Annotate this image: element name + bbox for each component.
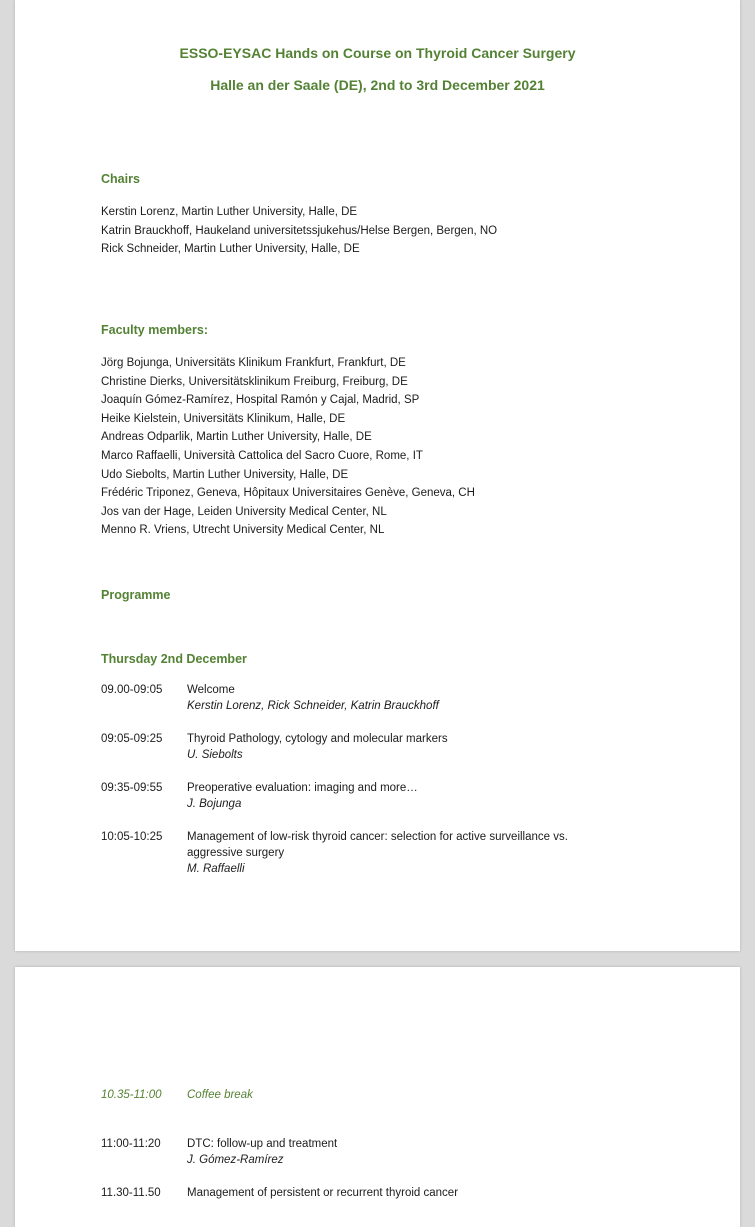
session-topic: Preoperative evaluation: imaging and more…: [187, 782, 418, 794]
chair-item: Katrin Brauckhoff, Haukeland universitetssjukehus/Helse Bergen, Bergen, NO: [101, 224, 498, 237]
session-speakers: J. Bojunga: [187, 798, 242, 810]
session-topic: Coffee break: [187, 1089, 253, 1101]
faculty-item: Andreas Odparlik, Martin Luther University, Halle, DE: [101, 431, 372, 444]
session-speakers: U. Siebolts: [187, 749, 243, 761]
session-time: 11:00-11:20: [101, 1138, 161, 1150]
session-topic: Thyroid Pathology, cytology and molecular markers: [187, 733, 448, 745]
faculty-item: Jos van der Hage, Leiden University Medical Center, NL: [101, 505, 387, 518]
chair-item: Rick Schneider, Martin Luther University, Halle, DE: [101, 243, 360, 256]
chair-item: Kerstin Lorenz, Martin Luther University, Halle, DE: [101, 206, 358, 218]
faculty-item: Joaquín Gómez-Ramírez, Hospital Ramón y Cajal, Madrid, SP: [101, 394, 420, 407]
session-speakers: M. Raffaelli: [187, 863, 245, 875]
faculty-list: [101, 354, 475, 540]
session-time: 09.00-09:05: [101, 684, 163, 696]
session-topic: Management of low-risk thyroid cancer: selection for active surveillance vs. aggressive surgery: [187, 831, 568, 859]
session-time: 10:05-10:25: [101, 831, 163, 843]
document-page-1: [15, 0, 740, 951]
session-topic: DTC: follow-up and treatment: [187, 1138, 338, 1150]
programme-heading: Programme: [101, 588, 171, 602]
session-topic: Welcome: [187, 684, 235, 696]
faculty-item: Marco Raffaelli, Università Cattolica del Sacro Cuore, Rome, IT: [101, 449, 423, 462]
session-time: 09:35-09:55: [101, 782, 163, 794]
session-speakers: J. Gómez-Ramírez: [187, 1154, 284, 1166]
session-time: 10.35-11:00: [101, 1089, 162, 1101]
session-topic: Management of persistent or recurrent thyroid cancer: [187, 1187, 459, 1199]
course-location-dates: Halle an der Saale (DE), 2nd to 3rd December 2021: [210, 77, 545, 93]
faculty-item: Christine Dierks, Universitätsklinikum Freiburg, Freiburg, DE: [101, 375, 408, 388]
session-time: 11.30-11.50: [101, 1187, 161, 1199]
faculty-item: Heike Kielstein, Universitäts Klinikum, Halle, DE: [101, 412, 346, 425]
faculty-heading: Faculty members:: [101, 323, 208, 337]
course-title: ESSO-EYSAC Hands on Course on Thyroid Cancer Surgery: [179, 45, 576, 61]
document-page-2: [15, 967, 740, 1227]
faculty-item: Menno R. Vriens, Utrecht University Medical Center, NL: [101, 524, 385, 537]
day-heading: Thursday 2nd December: [101, 652, 247, 666]
faculty-item: Frédéric Triponez, Geneva, Hôpitaux Universitaires Genève, Geneva, CH: [101, 487, 475, 500]
chairs-heading: Chairs: [101, 172, 140, 186]
session-time: 09:05-09:25: [101, 733, 163, 745]
faculty-item: Jörg Bojunga, Universitäts Klinikum Frankfurt, Frankfurt, DE: [101, 357, 406, 369]
faculty-item: Udo Siebolts, Martin Luther University, Halle, DE: [101, 468, 349, 481]
chairs-list: [101, 203, 497, 259]
session-speakers: Kerstin Lorenz, Rick Schneider, Katrin Brauckhoff: [187, 700, 439, 712]
